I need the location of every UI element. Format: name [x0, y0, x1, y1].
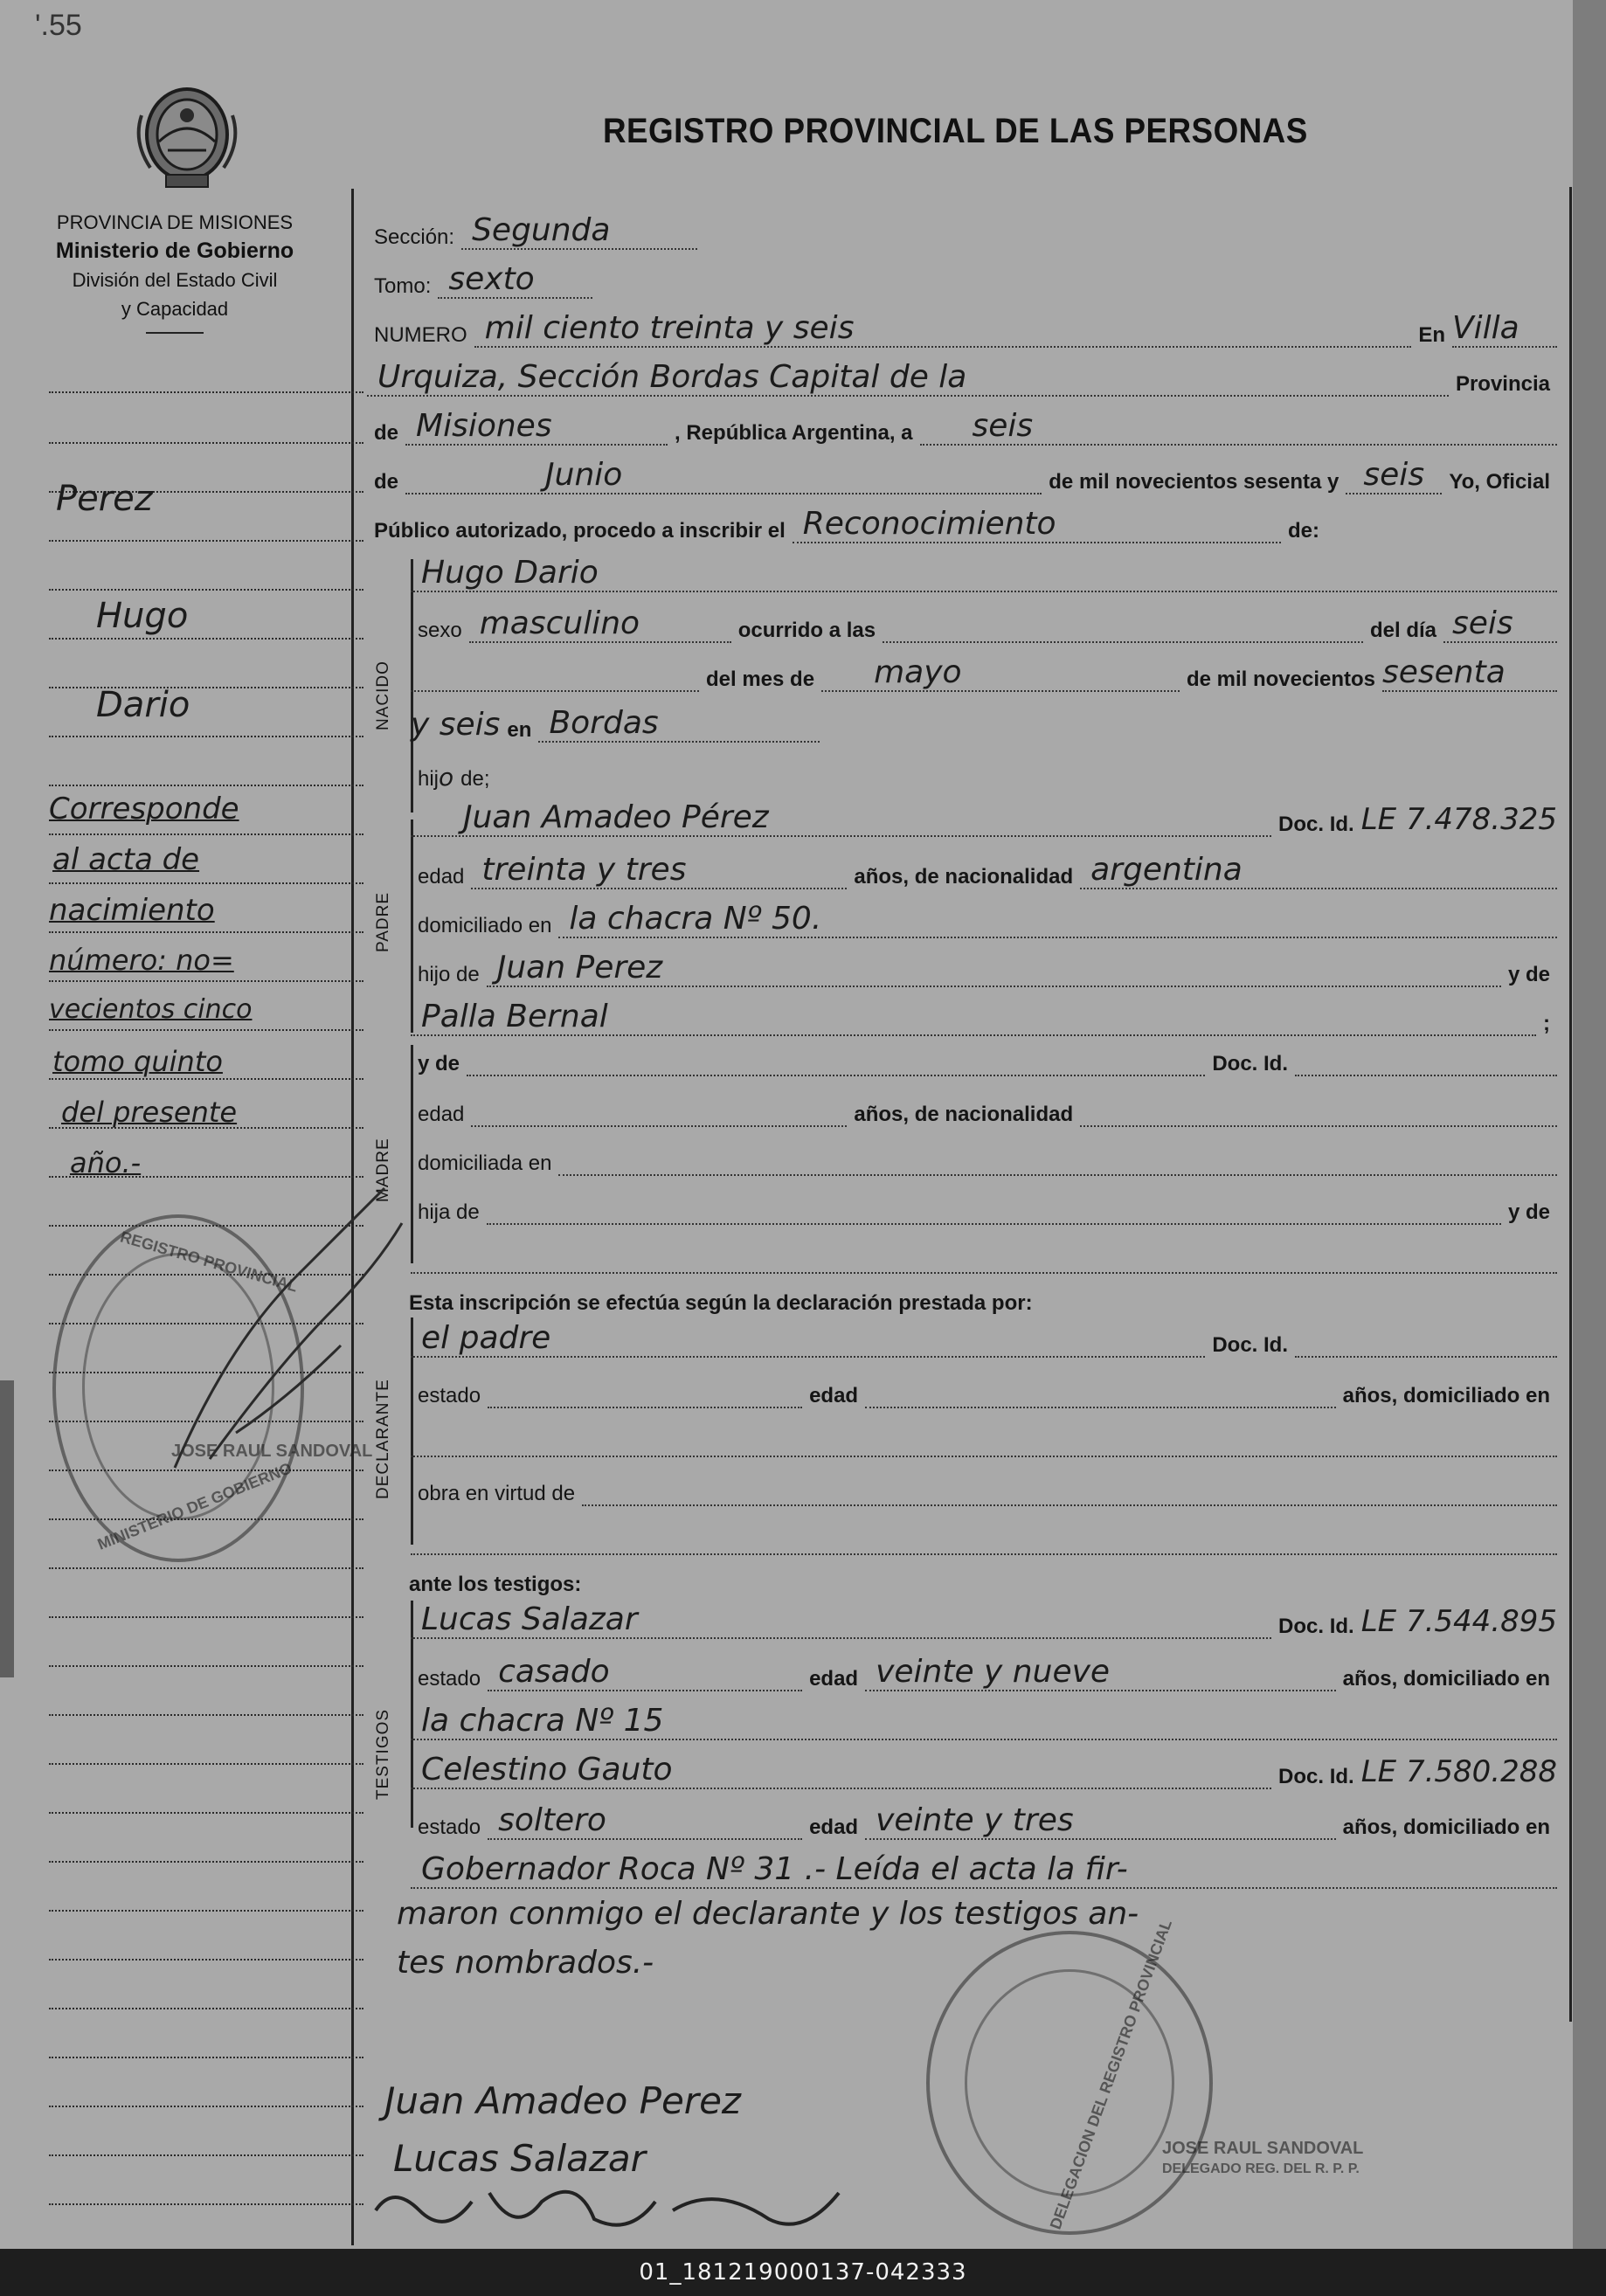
del-dia-label: del día: [1369, 619, 1436, 642]
madre-nac-label: años, de nacionalidad: [854, 1103, 1074, 1126]
margin-line: [49, 1616, 363, 1618]
margin-line: [49, 980, 363, 982]
tomo-value: sexto: [448, 261, 535, 297]
testigo2-row: [411, 1751, 1557, 1789]
margin-note-first-name: Hugo: [96, 596, 189, 636]
madre-nac-field: [1080, 1096, 1557, 1127]
abuela-value: Palla Bernal: [421, 999, 608, 1034]
padre-dom-label: domiciliado en: [418, 914, 552, 937]
en-lugar-label: en: [507, 718, 532, 742]
anio-field: [1346, 457, 1442, 494]
right-seal-stamp: [926, 1917, 1213, 2235]
abuela-field: [411, 999, 1536, 1036]
padre-doc-label: Doc. Id.: [1278, 813, 1354, 836]
inscripcion-label: Esta inscripción se efectúa según la declaración prestada por:: [409, 1291, 1033, 1315]
testigo1-field: [411, 1601, 1271, 1639]
margin-note-surname: Perez: [56, 479, 153, 519]
padre-nombre-row: [411, 799, 1557, 837]
mes-value: Junio: [545, 457, 623, 493]
margin-line: [49, 931, 363, 933]
margin-note-line: Corresponde: [49, 792, 239, 826]
declarante-estado-label: estado: [418, 1384, 481, 1407]
left-seal-official-name: JOSE RAUL SANDOVAL: [171, 1442, 373, 1461]
tomo-label: Tomo:: [374, 274, 432, 298]
division-line-2: y Capacidad: [121, 298, 229, 320]
testigo1-dom-value: la chacra Nº 15: [421, 1703, 664, 1739]
testigo1-dom-field: [411, 1703, 1557, 1740]
abuela-row: [411, 998, 1557, 1036]
madre-nombre-field: [467, 1045, 1205, 1076]
ante-label: ante los testigos:: [409, 1573, 582, 1596]
hora-cont-field: [411, 660, 699, 692]
testigo2-edad-label: edad: [809, 1815, 859, 1839]
dia-value: seis: [972, 408, 1034, 444]
obra-extra-field: [411, 1524, 1557, 1555]
ocurrido-label: ocurrido a las: [737, 619, 876, 642]
republica-label: , República Argentina, a: [675, 421, 913, 445]
margin-line: [49, 736, 363, 737]
margin-line: [49, 1910, 363, 1912]
hija-de-label: hija de: [418, 1200, 480, 1224]
madre-y-de-label: y de: [418, 1052, 460, 1075]
division-line-1: División del Estado Civil: [72, 269, 278, 291]
del-mes-label: del mes de: [706, 667, 815, 691]
hija-de-field: [487, 1193, 1501, 1225]
binder-mark: '.55: [35, 9, 82, 42]
lugar-nac-field: [538, 705, 820, 743]
declarante-edad-label: edad: [809, 1384, 859, 1407]
margin-line: [49, 1665, 363, 1667]
obra-row: [411, 1468, 1557, 1506]
sexo-field: [469, 605, 731, 643]
declarante-value: el padre: [421, 1320, 551, 1356]
provincia-row: [367, 407, 1557, 446]
inscripcion-row: [402, 1277, 1557, 1316]
margin-line: [49, 1812, 363, 1814]
hijo-row: [411, 753, 601, 792]
abuelo-row: [411, 949, 1557, 987]
signature-witness: Lucas Salazar: [393, 2137, 646, 2180]
mes-nac-row: [411, 654, 1557, 692]
testigo1-doc-label: Doc. Id.: [1278, 1615, 1354, 1638]
testigos-label: TESTIGOS: [374, 1708, 392, 1800]
declarante-label: DECLARANTE: [374, 1379, 392, 1499]
acto-value: Reconocimiento: [802, 506, 1056, 542]
testigo2-edad-value: veinte y tres: [876, 1802, 1074, 1838]
margin-line: [49, 2203, 363, 2205]
numero-value: mil ciento treinta y seis: [484, 310, 855, 346]
coat-of-arms-logo: [133, 80, 241, 192]
page-title: REGISTRO PROVINCIAL DE LAS PERSONAS: [603, 112, 1308, 150]
signature-scribble: [367, 2167, 856, 2245]
margin-line: [49, 1714, 363, 1716]
declarante-doc-label: Doc. Id.: [1212, 1333, 1288, 1357]
margin-line: [49, 1567, 363, 1569]
padre-edad-value: treinta y tres: [481, 852, 687, 888]
nacido-label: NACIDO: [374, 660, 392, 730]
en-label: En: [1418, 323, 1445, 347]
place-field: [367, 359, 1449, 397]
margin-line: [49, 442, 363, 444]
declarante-dom-label: años, domiciliado en: [1342, 1384, 1550, 1407]
mes-nac-value: mayo: [874, 654, 962, 690]
declarante-nombre-row: [411, 1319, 1557, 1358]
padre-doc-value: LE 7.478.325: [1360, 802, 1557, 837]
padre-nac-value: argentina: [1090, 852, 1243, 888]
testigo2-estado-row: [411, 1802, 1557, 1840]
anio-nac-value-2: y seis: [411, 707, 501, 743]
provincia-value: Misiones: [416, 408, 552, 444]
right-seal-official-name: JOSE RAUL SANDOVAL: [1162, 2139, 1364, 2158]
declarante-estado-row: [411, 1370, 1557, 1408]
seccion-label: Sección:: [374, 225, 455, 249]
padre-label: PADRE: [374, 891, 392, 952]
testigo1-edad-label: edad: [809, 1667, 859, 1691]
mes-field: [405, 457, 1042, 494]
de-label: de: [374, 421, 399, 445]
margin-line: [49, 1763, 363, 1765]
seccion-row: [367, 211, 697, 250]
publico-row: [367, 505, 1326, 543]
madre-hija-row: [411, 1186, 1557, 1225]
testigo2-edad-field: [865, 1802, 1336, 1840]
madre-edad-row: [411, 1089, 1557, 1127]
testigo2-field: [411, 1752, 1271, 1789]
sexo-label: sexo: [418, 619, 462, 642]
padre-dom-value: la chacra Nº 50.: [569, 901, 822, 937]
obra-label: obra en virtud de: [418, 1482, 576, 1505]
publico-label: Público autorizado, procedo a inscribir el: [374, 519, 786, 543]
hora-field: [883, 612, 1363, 643]
margin-note-line: año.-: [70, 1146, 142, 1179]
place-row: [367, 358, 1557, 397]
semicolon-label: ;: [1543, 1012, 1550, 1035]
hijo-de-label: de;: [460, 767, 490, 791]
madre-dom-field: [558, 1145, 1557, 1176]
tomo-row: [367, 260, 592, 299]
testigo2-doc-value: LE 7.580.288: [1360, 1754, 1557, 1789]
testigo1-edad-value: veinte y nueve: [876, 1654, 1111, 1690]
margin-line: [49, 785, 363, 786]
margin-line: [49, 638, 363, 640]
margin-line: [49, 391, 363, 393]
fecha-row: [367, 456, 1557, 494]
margin-line: [49, 2008, 363, 2009]
testigo2-estado-label: estado: [418, 1815, 481, 1839]
dia-nac-value: seis: [1452, 605, 1513, 641]
padre-nombre-value: Juan Amadeo Pérez: [463, 799, 769, 835]
padre-nac-label: años, de nacionalidad: [854, 865, 1074, 889]
margin-note-line: vecientos cinco: [49, 994, 253, 1025]
padre-edad-label: edad: [418, 865, 465, 889]
tomo-field: [438, 261, 592, 299]
margin-line: [49, 589, 363, 591]
madre-label: MADRE: [374, 1138, 392, 1202]
madre-dom-label: domiciliada en: [418, 1151, 552, 1175]
oficial-label: Yo, Oficial: [1449, 470, 1550, 494]
hijo-suffix: o: [439, 763, 454, 792]
testigo1-row: [411, 1601, 1557, 1639]
ministry-block: [17, 208, 332, 334]
madre-y-de-2-label: y de: [1507, 1200, 1550, 1224]
numero-field: [474, 310, 1412, 348]
right-seal-official-title: DELEGADO REG. DEL R. P. P.: [1162, 2161, 1360, 2176]
madre-doc-label: Doc. Id.: [1212, 1052, 1288, 1075]
margin-note-line: nacimiento: [49, 893, 215, 928]
testigo1-estado-field: [488, 1654, 802, 1691]
declarante-dom-row: [411, 1419, 1557, 1457]
madre-nombre-row: [411, 1038, 1557, 1076]
madre-extra-row: [411, 1235, 1557, 1274]
ante-row: [402, 1559, 1557, 1597]
padre-nac-field: [1080, 852, 1557, 889]
abuelo-value: Juan Perez: [496, 950, 663, 985]
testigo2-dom-row: [411, 1850, 1557, 1889]
declarante-doc-field: [1295, 1326, 1557, 1358]
margin-line: [49, 1078, 363, 1080]
anio-nac-field: [1382, 654, 1557, 692]
padre-dom-field: [558, 901, 1557, 938]
dia-field: [920, 408, 1557, 446]
padre-dom-row: [411, 900, 1557, 938]
testigo1-dom-row: [411, 1702, 1557, 1740]
testigo2-value: Celestino Gauto: [421, 1752, 673, 1788]
seccion-field: [461, 212, 697, 250]
closing-line-2: tes nombrados.-: [397, 1945, 654, 1981]
obra-extra-row: [411, 1517, 1557, 1555]
margin-line: [49, 1861, 363, 1863]
testigo1-dom-label: años, domiciliado en: [1342, 1667, 1550, 1691]
nombre-value: Hugo Dario: [421, 555, 599, 591]
testigo2-dom-value: Gobernador Roca Nº 31 .- Leída el acta la fir-: [421, 1851, 1128, 1887]
seccion-value: Segunda: [472, 212, 611, 248]
de-mil-label: de mil novecientos sesenta y: [1049, 470, 1339, 494]
place-value: Urquiza, Sección Bordas Capital de la: [377, 359, 967, 395]
margin-line: [49, 833, 363, 835]
page-edge: [1573, 0, 1606, 2249]
madre-edad-field: [471, 1096, 847, 1127]
nombre-row: [411, 554, 1557, 592]
hijo-de-padre-label: hijo de: [418, 963, 480, 986]
page-fold: [0, 1380, 14, 1677]
margin-line: [49, 1029, 363, 1031]
province-name: PROVINCIA DE MISIONES: [56, 211, 294, 233]
margin-note-line: número: no=: [49, 944, 234, 977]
mes-nac-field: [821, 654, 1180, 692]
dia-nac-field: [1443, 605, 1557, 643]
testigo2-estado-field: [488, 1802, 802, 1840]
testigo1-estado-label: estado: [418, 1667, 481, 1691]
ministry-divider: [146, 332, 204, 334]
numero-label: NUMERO: [374, 323, 467, 347]
testigo1-doc-value: LE 7.544.895: [1360, 1604, 1557, 1639]
numero-row: [367, 309, 1557, 348]
image-id: 01_181219000137-042333: [639, 2259, 967, 2286]
madre-extra-field: [411, 1242, 1557, 1274]
testigo2-estado-value: soltero: [498, 1802, 606, 1838]
padre-edad-field: [471, 852, 847, 889]
image-id-footer: [0, 2249, 1606, 2296]
obra-field: [582, 1475, 1557, 1506]
de-colon-label: de:: [1288, 519, 1319, 543]
testigo2-doc-label: Doc. Id.: [1278, 1765, 1354, 1788]
en-field: [1452, 310, 1557, 348]
madre-dom-row: [411, 1138, 1557, 1176]
testigo1-estado-row: [411, 1653, 1557, 1691]
margin-line: [49, 2106, 363, 2107]
testigo2-dom-label: años, domiciliado en: [1342, 1815, 1550, 1839]
padre-edad-row: [411, 851, 1557, 889]
margin-line: [49, 540, 363, 542]
en-value: Villa: [1452, 310, 1519, 346]
testigo2-dom-field: [411, 1851, 1557, 1889]
margin-line: [49, 882, 363, 884]
padre-nombre-field: [411, 799, 1271, 837]
left-seal-signature: [157, 1171, 419, 1485]
declarante-field: [411, 1320, 1205, 1358]
declarante-estado-field: [488, 1377, 802, 1408]
declarante-dom-field: [411, 1426, 1557, 1457]
provincia-field: [405, 408, 668, 446]
nombre-field: [411, 555, 1557, 592]
anio-value: seis: [1363, 457, 1425, 493]
lugar-nac-value: Bordas: [549, 705, 659, 741]
acto-field: [793, 506, 1281, 543]
declarante-edad-field: [865, 1377, 1336, 1408]
testigo1-estado-value: casado: [498, 1654, 610, 1690]
sexo-value: masculino: [479, 605, 640, 641]
testigo1-value: Lucas Salazar: [421, 1601, 638, 1637]
de-mes-label: de: [374, 470, 399, 494]
lugar-nac-row: [411, 704, 820, 743]
anio-nac-value-1: sesenta: [1382, 654, 1506, 690]
y-de-label: y de: [1507, 963, 1550, 986]
sexo-row: [411, 605, 1557, 643]
testigo1-edad-field: [865, 1654, 1336, 1691]
de-mil-nov-label: de mil novecientos: [1186, 667, 1375, 691]
margin-line: [49, 2154, 363, 2156]
margin-line: [49, 2057, 363, 2058]
margin-note-line: del presente: [61, 1096, 238, 1129]
right-border-rule: [1569, 187, 1572, 2022]
hijo-label: hij: [418, 767, 440, 791]
margin-line: [49, 1959, 363, 1961]
ministry-name: Ministerio de Gobierno: [55, 239, 294, 263]
margin-note-second-name: Dario: [96, 685, 190, 725]
margin-note-line: al acta de: [52, 842, 200, 877]
provincia-label: Provincia: [1455, 372, 1550, 396]
madre-doc-field: [1295, 1045, 1557, 1076]
left-seal-text-top: REGISTRO PROVINCIAL: [118, 1228, 300, 1296]
margin-note-line: tomo quinto: [52, 1045, 223, 1078]
abuelo-field: [487, 950, 1501, 987]
right-seal-text: DELEGACION DEL REGISTRO PROVINCIAL: [1046, 1917, 1176, 2232]
closing-line-1: maron conmigo el declarante y los testigos an-: [397, 1896, 1139, 1932]
madre-edad-label: edad: [418, 1103, 465, 1126]
left-seal-text-bottom: MINISTERIO DE GOBIERNO: [94, 1459, 294, 1553]
signature-father: Juan Amadeo Perez: [384, 2079, 741, 2122]
